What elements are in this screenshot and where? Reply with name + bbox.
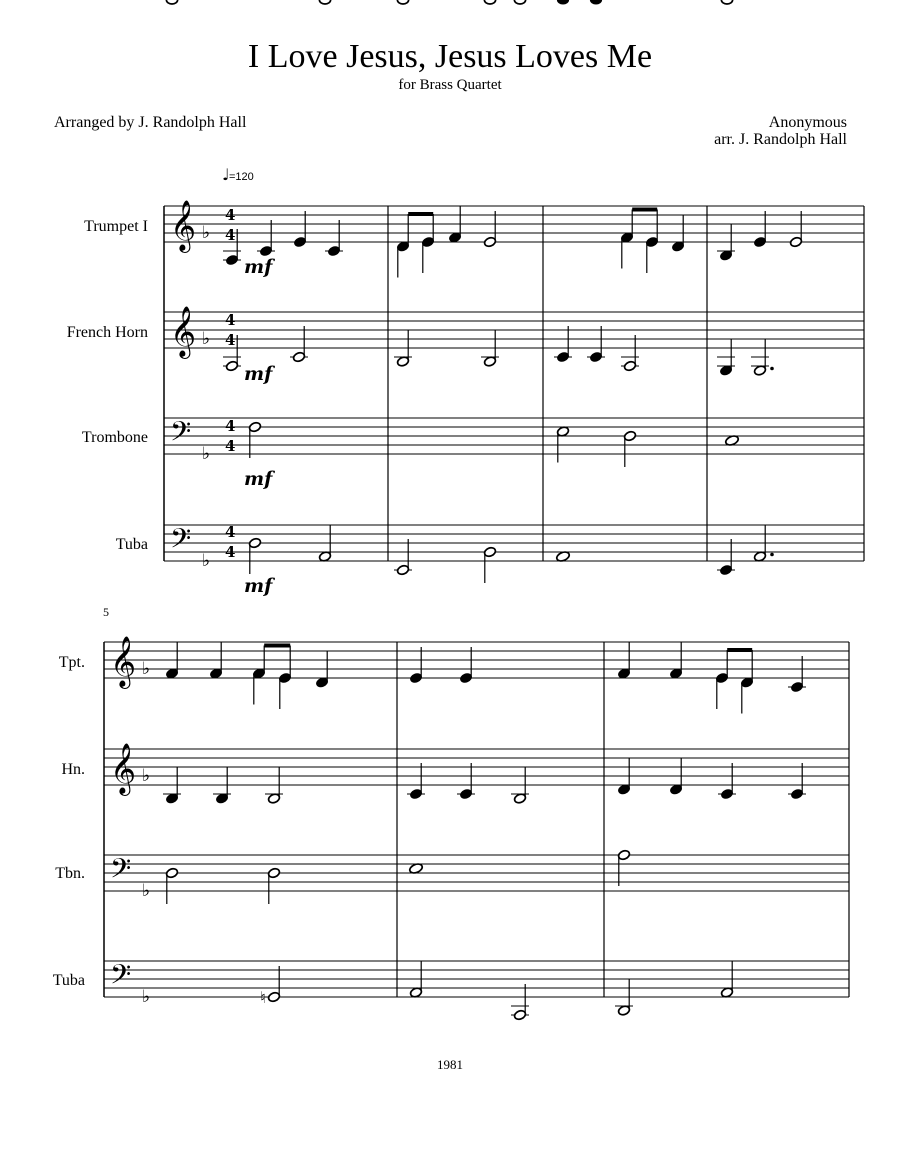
- flat-key-signature-icon: ♭: [142, 881, 151, 901]
- treble-clef-icon: 𝄞: [170, 200, 197, 251]
- instrument-label-trumpet: Trumpet I: [84, 218, 148, 235]
- note-head: [590, 0, 601, 4]
- note-head: [721, 0, 732, 4]
- note-head: [166, 0, 177, 4]
- dynamic-horn: mf: [244, 363, 273, 385]
- bass-clef-icon: 𝄢: [110, 958, 132, 997]
- note-head: [319, 0, 330, 4]
- svg-text:4: 4: [225, 331, 236, 349]
- dynamic-tuba: mf: [244, 575, 273, 597]
- instrument-abbr-trombone: Tbn.: [55, 865, 85, 882]
- arranger-credit: Arranged by J. Randolph Hall: [54, 114, 247, 131]
- flat-key-signature-icon: ♭: [142, 659, 151, 679]
- flat-key-signature-icon: ♭: [202, 551, 211, 571]
- instrument-abbr-tuba: Tuba: [52, 972, 85, 989]
- svg-text:4: 4: [225, 523, 236, 541]
- time-signature-tuba: [225, 523, 235, 561]
- eighth-beam: [408, 212, 433, 216]
- svg-text:4: 4: [225, 437, 236, 455]
- tempo-note-icon: ♩: [222, 165, 230, 184]
- composer-name: Anonymous: [768, 114, 847, 131]
- augmentation-dot: [770, 367, 774, 371]
- footer-year: 1981: [437, 1057, 463, 1072]
- treble-clef-icon: 𝄞: [110, 636, 137, 687]
- flat-key-signature-icon: ♭: [202, 223, 211, 243]
- bass-clef-icon: 𝄢: [110, 852, 132, 891]
- tempo-value: =120: [229, 171, 254, 183]
- note-head: [514, 0, 525, 4]
- flat-key-signature-icon: ♭: [202, 444, 211, 464]
- instrument-abbr-horn: Hn.: [61, 761, 85, 778]
- note-head: [557, 0, 568, 4]
- instrument-label-trombone: Trombone: [81, 429, 148, 446]
- svg-text:4: 4: [225, 543, 236, 561]
- measure-number: 5: [103, 605, 109, 619]
- note-head: [397, 0, 408, 4]
- natural-accidental-icon: ♮: [260, 988, 266, 1007]
- time-signature-trumpet: [225, 206, 235, 244]
- svg-text:4: 4: [225, 226, 236, 244]
- flat-key-signature-icon: ♭: [142, 987, 151, 1007]
- bass-clef-icon: 𝄢: [170, 415, 192, 454]
- flat-key-signature-icon: ♭: [142, 766, 151, 786]
- dynamic-trumpet: mf: [244, 256, 273, 278]
- dynamic-trombone: mf: [244, 468, 273, 490]
- eighth-beam: [632, 208, 657, 212]
- bass-clef-icon: 𝄢: [170, 522, 192, 561]
- eighth-beam: [727, 648, 752, 652]
- page-title: I Love Jesus, Jesus Loves Me: [247, 38, 653, 75]
- treble-clef-icon: 𝄞: [170, 306, 197, 357]
- arrangement-credit: arr. J. Randolph Hall: [714, 131, 847, 148]
- flat-key-signature-icon: ♭: [202, 329, 211, 349]
- instrument-label-tuba: Tuba: [115, 536, 148, 553]
- treble-clef-icon: 𝄞: [110, 743, 137, 794]
- svg-text:4: 4: [225, 417, 236, 435]
- page-subtitle: for Brass Quartet: [398, 77, 502, 93]
- instrument-abbr-trumpet: Tpt.: [58, 654, 85, 671]
- instrument-label-horn: French Horn: [66, 324, 148, 341]
- note-head: [484, 0, 495, 4]
- augmentation-dot: [770, 553, 774, 557]
- svg-text:4: 4: [225, 311, 236, 329]
- eighth-beam: [264, 644, 290, 648]
- svg-text:4: 4: [225, 206, 236, 224]
